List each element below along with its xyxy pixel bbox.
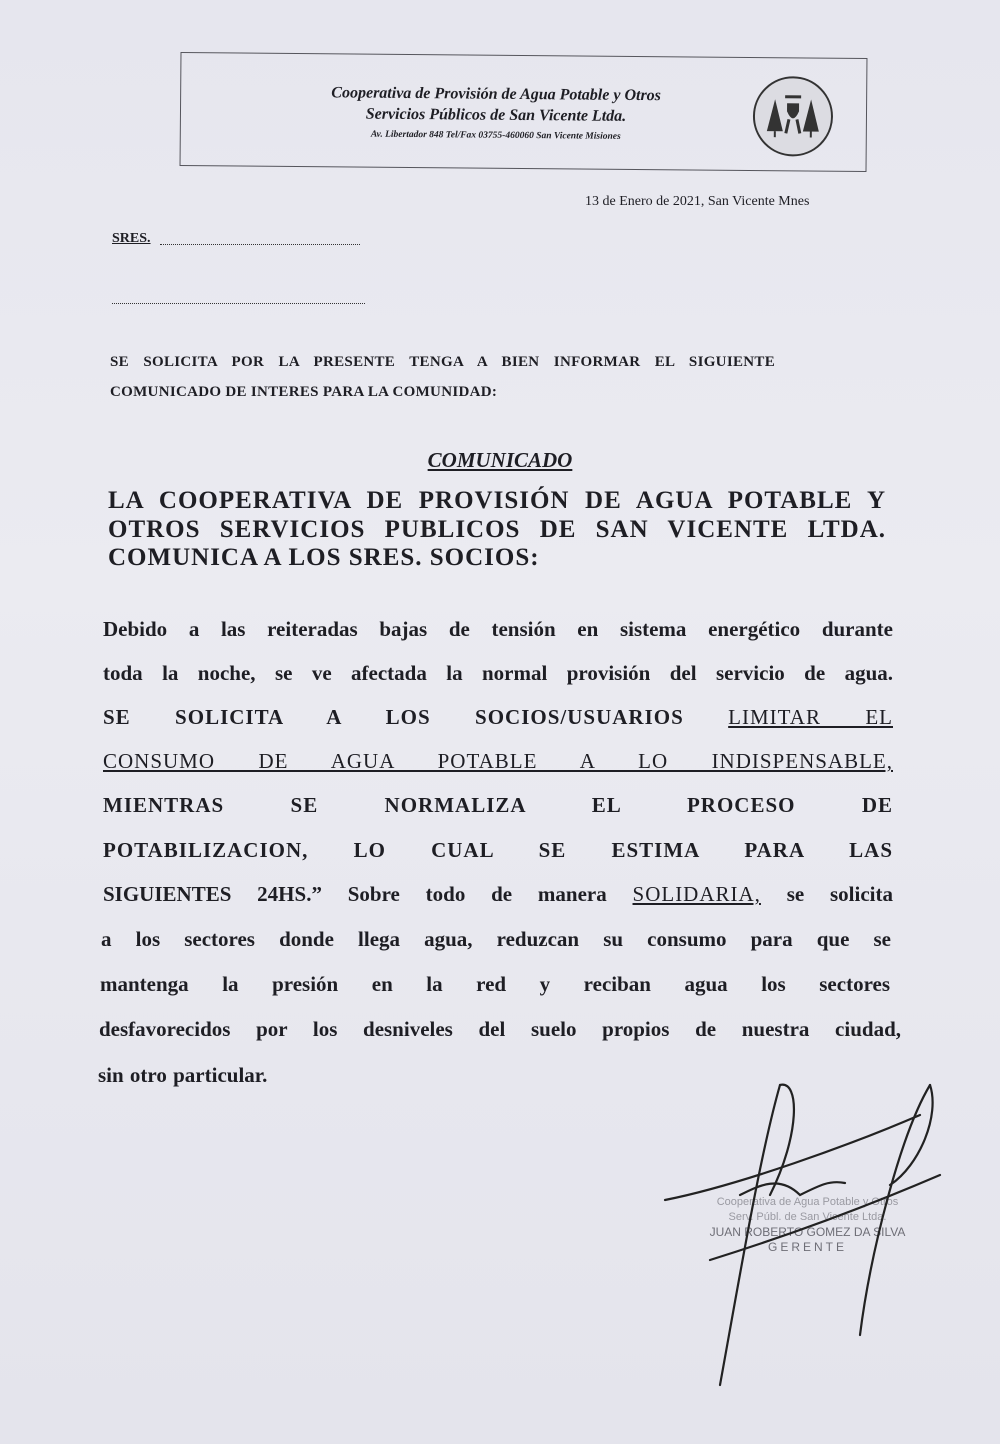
heading-line: COMUNICA A LOS SRES. SOCIOS: — [108, 544, 540, 571]
body-line — [103, 882, 893, 907]
letterhead — [180, 52, 868, 172]
stamp-signer-name: JUAN ROBERTO GOMEZ DA SILVA — [709, 1225, 906, 1239]
body-line: toda la noche, se ve afectada la normal provisión del servicio de agua. — [103, 661, 893, 685]
letterhead-address: Av. Libertador 848 Tel/Fax 03755-460060 San Vicente Misiones — [370, 129, 621, 142]
body-line: sin otro particular. — [98, 1063, 268, 1087]
body-line: MIENTRAS SE NORMALIZA EL PROCESO DE — [103, 793, 893, 817]
recipient-blank-line — [112, 303, 365, 304]
intro-line: COMUNICADO DE INTERES PARA LA COMUNIDAD: — [110, 384, 498, 400]
document-date: 13 de Enero de 2021, San Vicente Mnes — [585, 194, 810, 209]
document-title — [0, 448, 1000, 473]
title-text: COMUNICADO — [427, 448, 573, 472]
intro-line: SE SOLICITA POR LA PRESENTE TENGA A BIEN INFORMAR EL SIGUIENTE — [110, 354, 775, 370]
stamp-line: Serv. Públ. de San Vicente Ltda. — [728, 1211, 887, 1223]
body-line: Debido a las reiteradas bajas de tensión en sistema energético durante — [103, 617, 893, 641]
body-text: SE SOLICITA A LOS SOCIOS/USUARIOS — [103, 705, 729, 729]
underlined-text: SOLIDARIA, — [632, 882, 761, 906]
body-line: desfavorecidos por los desniveles del suelo propios de nuestra ciudad, — [99, 1017, 901, 1041]
letterhead-name-line1: Cooperativa de Provisión de Agua Potable y Otros — [331, 84, 662, 105]
handwritten-signature — [650, 1075, 950, 1395]
recipient-blank-line — [160, 244, 360, 245]
heading-line: OTROS SERVICIOS PUBLICOS DE SAN VICENTE LTDA. — [108, 516, 886, 543]
stamp-signer-role: GERENTE — [767, 1240, 847, 1254]
body-text: SIGUIENTES 24HS.” Sobre todo de manera — [103, 882, 633, 906]
stamp-line: Cooperativa de Agua Potable y Otros — [716, 1196, 899, 1208]
body-line-underlined: CONSUMO DE AGUA POTABLE A LO INDISPENSABLE, — [103, 749, 893, 773]
body-line: a los sectores donde llega agua, reduzcan su consumo para que se — [101, 927, 891, 951]
letterhead-name-line2: Servicios Públicos de San Vicente Ltda. — [365, 105, 627, 125]
body-line — [103, 705, 893, 730]
underlined-text: LIMITAR EL — [728, 705, 893, 729]
body-text: se solicita — [760, 882, 894, 906]
body-line: mantenga la presión en la red y reciban agua los sectores — [100, 972, 890, 996]
recipient-label: SRES. — [112, 231, 151, 246]
body-line: POTABILIZACION, LO CUAL SE ESTIMA PARA LAS — [103, 838, 893, 862]
cooperative-logo-icon — [753, 76, 834, 157]
heading-line: LA COOPERATIVA DE PROVISIÓN DE AGUA POTABLE Y — [108, 487, 886, 514]
